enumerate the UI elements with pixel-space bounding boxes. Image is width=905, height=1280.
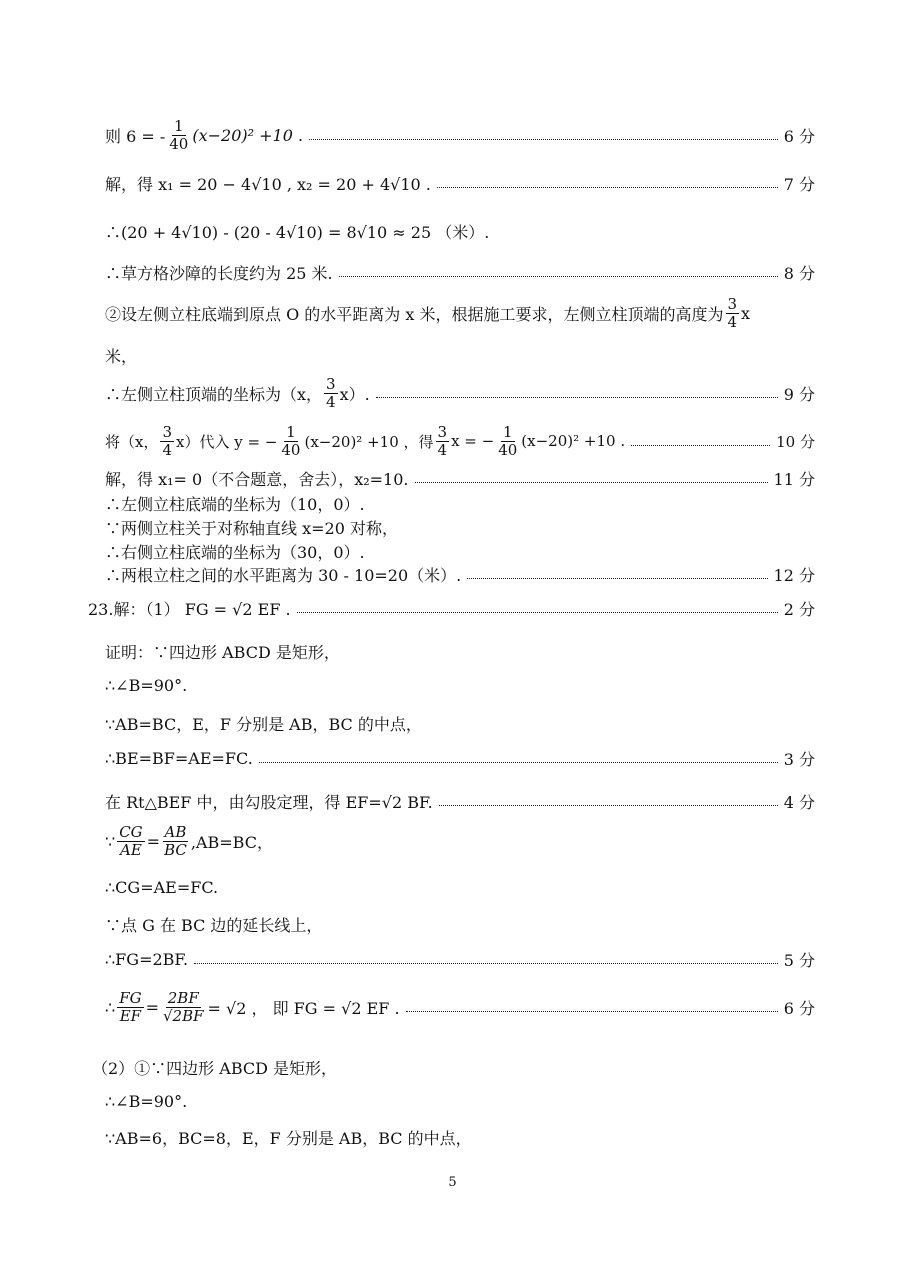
solution-line bbox=[105, 220, 815, 243]
score-label: 11 分 bbox=[773, 470, 815, 489]
line-text: ∴∠B=90°. bbox=[105, 676, 188, 695]
score-label: 6 分 bbox=[783, 126, 815, 146]
line-text: ∴∠B=90°. bbox=[105, 1092, 188, 1111]
solution-line bbox=[105, 824, 815, 858]
line-text: (x−20)² +10 . bbox=[521, 432, 626, 450]
fraction bbox=[279, 424, 302, 458]
fraction bbox=[167, 118, 190, 152]
line-text: 解，得 x₁ = 20 − 4√10 , x₂ = 20 + 4√10 . bbox=[105, 175, 431, 194]
frac-num: 3 bbox=[326, 375, 336, 393]
score-label: 9 分 bbox=[783, 384, 815, 404]
line-text: ∴ bbox=[105, 997, 116, 1017]
solution-line bbox=[105, 376, 815, 410]
frac-num: 1 bbox=[286, 423, 296, 441]
frac-num: 3 bbox=[727, 295, 738, 313]
fraction bbox=[726, 296, 740, 330]
leader-dots bbox=[194, 963, 778, 964]
solution-line bbox=[105, 790, 815, 813]
fraction bbox=[162, 824, 189, 858]
line-text: x）代入 y = − bbox=[176, 432, 278, 451]
fraction bbox=[496, 424, 519, 458]
score-label: 2 分 bbox=[783, 600, 815, 619]
fraction bbox=[117, 990, 143, 1024]
solution-line bbox=[105, 344, 815, 367]
solution-line bbox=[105, 640, 815, 663]
leader-dots bbox=[309, 139, 778, 140]
line-text: ②设左侧立柱底端到原点 O 的水平距离为 x 米，根据施工要求，左侧立柱顶端的高度为 bbox=[105, 304, 724, 324]
line-text: ∴BE=BF=AE=FC. bbox=[105, 749, 253, 768]
line-text: ∵点 G 在 BC 边的延长线上， bbox=[105, 916, 323, 935]
line-text: ∵AB=6，BC=8，E，F 分别是 AB，BC 的中点， bbox=[105, 1129, 472, 1148]
frac-den: 40 bbox=[169, 134, 189, 153]
fraction bbox=[160, 424, 174, 458]
frac-num: CG bbox=[119, 823, 143, 841]
line-text: 将（x， bbox=[105, 432, 159, 451]
line-text: ∵两侧立柱关于对称轴直线 x=20 对称， bbox=[105, 519, 398, 538]
score-label: 7 分 bbox=[783, 175, 815, 194]
line-text: (x−20)² +10 ，得 bbox=[304, 432, 434, 451]
line-text: 米， bbox=[105, 347, 138, 366]
leader-dots bbox=[631, 445, 770, 446]
line-text: ∴草方格沙障的长度约为 25 米. bbox=[105, 264, 333, 283]
line-text: ∴FG=2BF. bbox=[105, 950, 189, 969]
solution-line bbox=[105, 676, 815, 695]
leader-dots bbox=[467, 578, 767, 579]
solution-line bbox=[105, 424, 815, 458]
frac-den: √2BF bbox=[162, 1006, 204, 1025]
line-text: ∵ bbox=[105, 831, 116, 851]
line-text: ∴左侧立柱底端的坐标为（10，0）. bbox=[105, 495, 365, 514]
leader-dots bbox=[259, 762, 778, 763]
frac-den: EF bbox=[119, 1006, 142, 1025]
frac-num: FG bbox=[119, 989, 142, 1007]
frac-den: BC bbox=[164, 840, 187, 859]
leader-dots bbox=[437, 187, 778, 188]
line-text: 在 Rt△BEF 中，由勾股定理，得 EF=√2 BF. bbox=[105, 793, 433, 812]
line-text: ∴两根立柱之间的水平距离为 30 - 10=20（米）. bbox=[105, 566, 462, 585]
frac-den: 4 bbox=[326, 392, 336, 411]
solution-line bbox=[105, 1092, 815, 1111]
frac-num: 1 bbox=[502, 423, 513, 441]
line-text: ∴CG=AE=FC. bbox=[105, 878, 219, 897]
frac-den: 4 bbox=[727, 312, 738, 331]
line-text: ∴左侧立柱顶端的坐标为（x， bbox=[105, 384, 323, 404]
frac-den: 4 bbox=[162, 440, 173, 459]
frac-den: 4 bbox=[437, 440, 448, 459]
leader-dots bbox=[376, 397, 778, 398]
solution-line bbox=[105, 1126, 815, 1149]
line-text: (x−20)² +10 . bbox=[192, 125, 304, 145]
solution-line bbox=[105, 118, 815, 152]
score-label: 8 分 bbox=[783, 264, 815, 283]
solution-line bbox=[105, 747, 815, 770]
solution-line bbox=[88, 597, 815, 620]
solution-line bbox=[105, 878, 815, 897]
line-text: （2）①∵四边形 ABCD 是矩形， bbox=[92, 1059, 338, 1078]
score-label: 6 分 bbox=[783, 998, 815, 1018]
line-text: 证明：∵四边形 ABCD 是矩形， bbox=[105, 643, 340, 662]
solution-line bbox=[105, 563, 815, 586]
page-number: 5 bbox=[448, 1175, 457, 1190]
line-text: ∴(20 + 4√10) - (20 - 4√10) = 8√10 ≈ 25 （米）. bbox=[105, 223, 490, 242]
line-text: ∵AB=BC，E，F 分别是 AB，BC 的中点， bbox=[105, 715, 422, 734]
line-text: 解，得 x₁= 0（不合题意，舍去），x₂=10. bbox=[105, 470, 409, 489]
fraction bbox=[436, 424, 450, 458]
line-text: x）. bbox=[339, 384, 370, 404]
line-text: = √2 ， 即 FG = √2 EF . bbox=[207, 998, 400, 1018]
solution-line bbox=[105, 261, 815, 284]
line-text: 则 6 = - bbox=[105, 126, 166, 146]
line-text: = bbox=[146, 831, 161, 851]
solution-line bbox=[105, 516, 815, 539]
frac-den: 40 bbox=[281, 440, 301, 459]
frac-num: 2BF bbox=[167, 989, 199, 1007]
leader-dots bbox=[339, 276, 778, 277]
solution-line bbox=[105, 296, 830, 330]
solution-line bbox=[105, 540, 815, 563]
frac-den: AE bbox=[120, 840, 142, 859]
score-label: 3 分 bbox=[783, 750, 815, 769]
frac-num: AB bbox=[164, 823, 187, 841]
leader-dots bbox=[415, 482, 768, 483]
line-text: x = − bbox=[451, 432, 495, 450]
solution-line bbox=[105, 913, 815, 936]
solution-line bbox=[105, 948, 815, 971]
solution-line bbox=[105, 172, 815, 195]
solution-line bbox=[105, 712, 815, 735]
line-text: = bbox=[145, 997, 159, 1017]
line-text: x bbox=[741, 303, 751, 323]
frac-num: 1 bbox=[174, 117, 184, 135]
score-label: 12 分 bbox=[773, 566, 815, 585]
solution-line bbox=[105, 467, 815, 490]
line-text: ∴右侧立柱底端的坐标为（30，0）. bbox=[105, 543, 365, 562]
fraction bbox=[324, 376, 338, 410]
score-label: 4 分 bbox=[783, 793, 815, 812]
frac-den: 40 bbox=[498, 440, 518, 459]
leader-dots bbox=[439, 805, 778, 806]
leader-dots bbox=[297, 612, 778, 613]
score-label: 5 分 bbox=[783, 951, 815, 970]
frac-num: 3 bbox=[437, 423, 448, 441]
score-label: 10 分 bbox=[776, 432, 815, 451]
leader-dots bbox=[406, 1011, 778, 1012]
line-text: 23.解：（1） FG = √2 EF . bbox=[88, 600, 291, 619]
solution-line bbox=[105, 492, 815, 515]
frac-num: 3 bbox=[162, 423, 173, 441]
solution-line bbox=[105, 990, 815, 1024]
fraction bbox=[161, 990, 206, 1024]
solution-line bbox=[92, 1056, 802, 1079]
line-text: ,AB=BC， bbox=[190, 832, 273, 852]
fraction bbox=[117, 824, 144, 858]
